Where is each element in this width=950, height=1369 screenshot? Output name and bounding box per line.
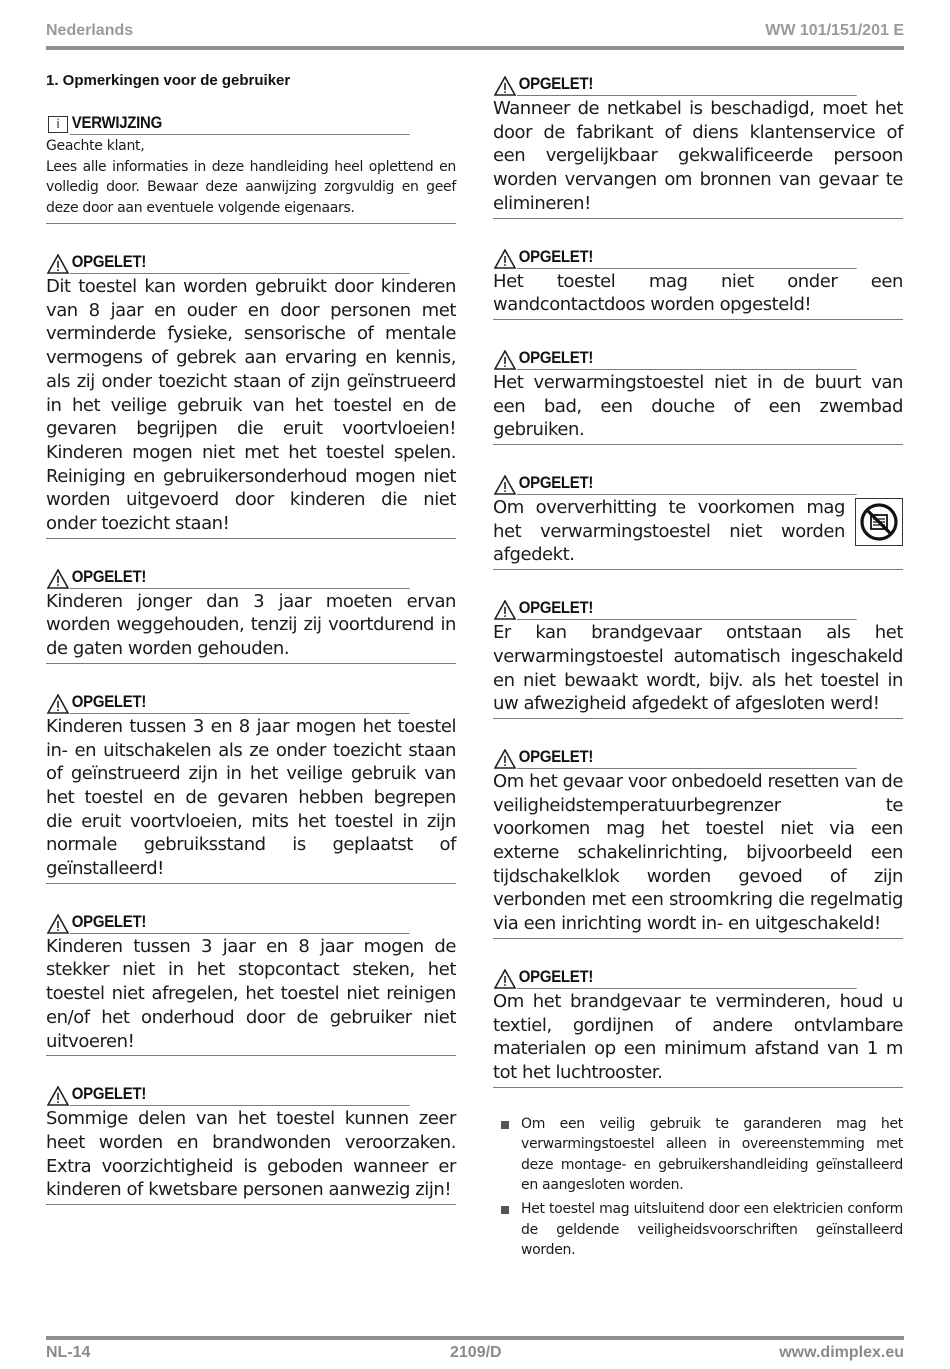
warning-title: OPGELET!: [70, 250, 410, 274]
warning-text: Het toestel mag niet onder een wandcontactdoos worden opgesteld!: [493, 270, 903, 316]
left-column: [46, 70, 456, 1205]
warning-text: Kinderen tussen 3 en 8 jaar mogen het toestel in- en uitschakelen als ze onder toezicht staan of geïnstrueerd zijn in het veilige gebruik van het toestel en de gevaren hebben begrepen die eruit voortvloeien, mits het toestel in zijn normale gebruiksstand is geplaatst of geïnstalleerd!: [46, 715, 456, 880]
warning-text: Om het brandgevaar te verminderen, houd u textiel, gordijnen of andere ontvlambare materialen op een minimum afstand van 1 m tot het luchtrooster.: [493, 990, 903, 1083]
warning-text: Sommige delen van het toestel kunnen zeer heet worden en brandwonden veroorzaken. Extra voorzichtigheid is geboden wanneer er kinderen of kwetsbare personen aanwezig zijn!: [46, 1108, 456, 1201]
warning-title: OPGELET!: [517, 471, 857, 495]
warning-title: OPGELET!: [70, 565, 410, 589]
warning-title: OPGELET!: [517, 245, 857, 269]
bullet-square-icon: [493, 1199, 521, 1260]
warning-title: OPGELET!: [517, 346, 857, 370]
warning-triangle-icon: [46, 690, 70, 714]
page-footer: [46, 1336, 904, 1366]
header-model: WW 101/151/201 E: [765, 22, 904, 39]
warning-block: [493, 596, 903, 719]
list-item: [493, 1199, 903, 1260]
warning-text: Om oververhitting te voorkomen mag het verwarmingstoestel niet worden afgedekt.: [493, 497, 845, 566]
warning-block: [493, 745, 903, 939]
warning-text: Kinderen tussen 3 jaar en 8 jaar mogen de stekker niet in het stopcontact steken, het toestel niet afregelen, het toestel niet reinigen en/of het onderhoud door de gebruiker niet uitvoeren!: [46, 935, 456, 1052]
warning-text: Kinderen jonger dan 3 jaar moeten ervan worden weggehouden, tenzij zij voortdurend in de gaten worden gehouden.: [46, 590, 456, 660]
notice-body: [46, 135, 456, 223]
warning-triangle-icon: [493, 72, 517, 96]
info-icon: i: [46, 111, 70, 135]
footer-website-link[interactable]: www.dimplex.eu: [779, 1344, 904, 1361]
warning-text: Dit toestel kan worden gebruikt door kinderen van 8 jaar en ouder en door personen met verminderde fysieke, sensorische of mentale vermogens of gebrek aan ervaring en kennis, als zij onder toezicht staan of zijn geïnstrueerd in het veilige gebruik van het toestel en de gevaren begrijpen die eruit voortvloeien! Kinderen mogen niet met het toestel spelen. Reiniging en gebruikersonderhoud mogen niet worden uitgevoerd door kinderen die niet onder toezicht staan!: [46, 276, 456, 535]
warning-triangle-icon: [493, 245, 517, 269]
page-header: [46, 20, 904, 50]
warning-block: [46, 565, 456, 664]
warning-block: [493, 245, 903, 320]
warning-text: Er kan brandgevaar ontstaan als het verwarmingstoestel automatisch ingeschakeld en niet bewaakt wordt, bijv. als het toestel in uw afwezigheid afgedekt of afgesloten werd!: [493, 622, 903, 715]
warning-title: OPGELET!: [517, 745, 857, 769]
do-not-cover-icon: [855, 498, 903, 546]
warning-title: OPGELET!: [517, 72, 857, 96]
warning-triangle-icon: [493, 471, 517, 495]
footer-page-number: NL-14: [46, 1344, 91, 1361]
header-language: Nederlands: [46, 22, 134, 39]
warning-block: [493, 72, 903, 219]
warning-triangle-icon: [46, 565, 70, 589]
warning-triangle-icon: [493, 346, 517, 370]
warning-block: [493, 471, 903, 570]
right-column: [493, 72, 903, 1265]
warning-block: [493, 346, 903, 445]
warning-title: OPGELET!: [70, 910, 410, 934]
list-item: [493, 1114, 903, 1196]
warning-title: OPGELET!: [517, 596, 857, 620]
warning-title: OPGELET!: [70, 1082, 410, 1106]
section-title: 1. Opmerkingen voor de gebruiker: [46, 72, 291, 89]
warning-triangle-icon: [46, 250, 70, 274]
warning-triangle-icon: [46, 910, 70, 934]
notice-title: VERWIJZING: [70, 111, 410, 135]
warning-triangle-icon: [493, 745, 517, 769]
warning-block: [46, 250, 456, 539]
warning-text: Om het gevaar voor onbedoeld resetten van de veiligheidstemperatuurbegrenzer te voorkomen mag het toestel niet via een externe schakelinrichting, bijvoorbeeld een tijdschakelklok worden gevoed of zijn verbonden met een stroomkring die regelmatig via een inrichting wordt in- en uitgeschakeld!: [493, 770, 903, 935]
warning-text: Wanneer de netkabel is beschadigd, moet het door de fabrikant of diens klantenservice of een vergelijkbaar gekwalificeerde persoon worden vervangen om bronnen van gevaar te elimineren!: [493, 98, 903, 214]
warning-title: OPGELET!: [70, 690, 410, 714]
warning-triangle-icon: [493, 596, 517, 620]
bullet-square-icon: [493, 1114, 521, 1196]
notice-text: Lees alle informaties in deze handleiding heel oplettend en volledig door. Bewaar deze aanwijzing zorgvuldig en geef deze door aan eventuele volgende eigenaars.: [46, 158, 456, 216]
warning-block: [46, 690, 456, 884]
warning-block: [46, 1082, 456, 1205]
warning-triangle-icon: [46, 1082, 70, 1106]
warning-text: Het verwarmingstoestel niet in de buurt van een bad, een douche of een zwembad gebruiken.: [493, 371, 903, 441]
notice-greeting: Geachte klant,: [46, 138, 145, 154]
warning-title: OPGELET!: [517, 965, 857, 989]
bullet-text: Om een veilig gebruik te garanderen mag het verwarmingstoestel alleen in overeenstemming met deze montage- en gebruikershandleiding geïnstalleerd en aangesloten worden.: [521, 1115, 903, 1193]
warning-block: [46, 910, 456, 1057]
warning-block: [493, 965, 903, 1088]
warning-triangle-icon: [493, 965, 517, 989]
warning-body-with-symbol: [493, 495, 903, 569]
footer-document-code: 2109/D: [450, 1344, 502, 1361]
notice-header: [46, 111, 456, 135]
notice-block: [46, 111, 456, 224]
bullet-list: [493, 1114, 903, 1261]
bullet-text: Het toestel mag uitsluitend door een elektricien conform de geldende veiligheidsvoorschriften geïnstalleerd worden.: [521, 1201, 903, 1259]
